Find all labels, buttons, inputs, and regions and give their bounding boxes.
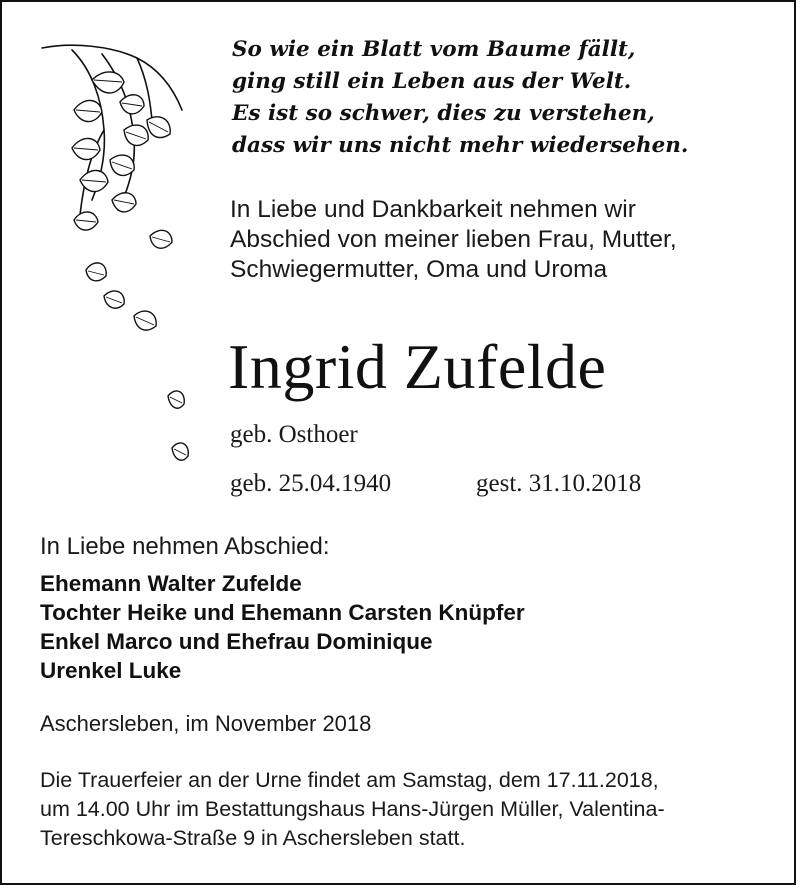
deceased-name: Ingrid Zufelde: [228, 331, 607, 402]
place-and-date: Aschersleben, im November 2018: [40, 711, 372, 736]
mourners-heading: In Liebe nehmen Abschied:: [40, 533, 330, 560]
farewell-intro: [230, 195, 790, 285]
mourner-name: Tochter Heike und Ehemann Carsten Knüpfer: [40, 600, 525, 625]
intro-line: In Liebe und Dankbarkeit nehmen wir: [230, 196, 636, 223]
birth-date: geb. 25.04.1940: [230, 470, 392, 497]
poem-line: So wie ein Blatt vom Baume fällt,: [232, 37, 636, 62]
service-line: Die Trauerfeier an der Urne findet am Samstag, dem 17.11.2018,: [40, 768, 659, 792]
intro-line: Abschied von meiner lieben Frau, Mutter,: [230, 226, 677, 253]
mourner-name: Enkel Marco und Ehefrau Dominique: [40, 629, 433, 654]
intro-line: Schwiegermutter, Oma und Uroma: [230, 256, 608, 283]
birth-name: geb. Osthoer: [230, 421, 358, 448]
service-line: um 14.00 Uhr im Bestattungshaus Hans-Jürgen Müller, Valentina-: [40, 797, 665, 821]
falling-leaves-icon: [32, 40, 217, 520]
poem-line: ging still ein Leben aus der Welt.: [232, 69, 632, 94]
service-line: Tereschkowa-Straße 9 in Aschersleben statt.: [40, 826, 466, 850]
death-date: gest. 31.10.2018: [476, 470, 642, 497]
poem-line: dass wir uns nicht mehr wiedersehen.: [232, 133, 689, 158]
life-dates: [230, 469, 700, 499]
poem-line: Es ist so schwer, dies zu verstehen,: [232, 101, 655, 126]
funeral-service-info: [40, 766, 790, 853]
mourners-list: [40, 569, 525, 685]
mourner-name: Ehemann Walter Zufelde: [40, 571, 302, 596]
memorial-poem: [232, 34, 782, 162]
mourner-name: Urenkel Luke: [40, 658, 182, 683]
